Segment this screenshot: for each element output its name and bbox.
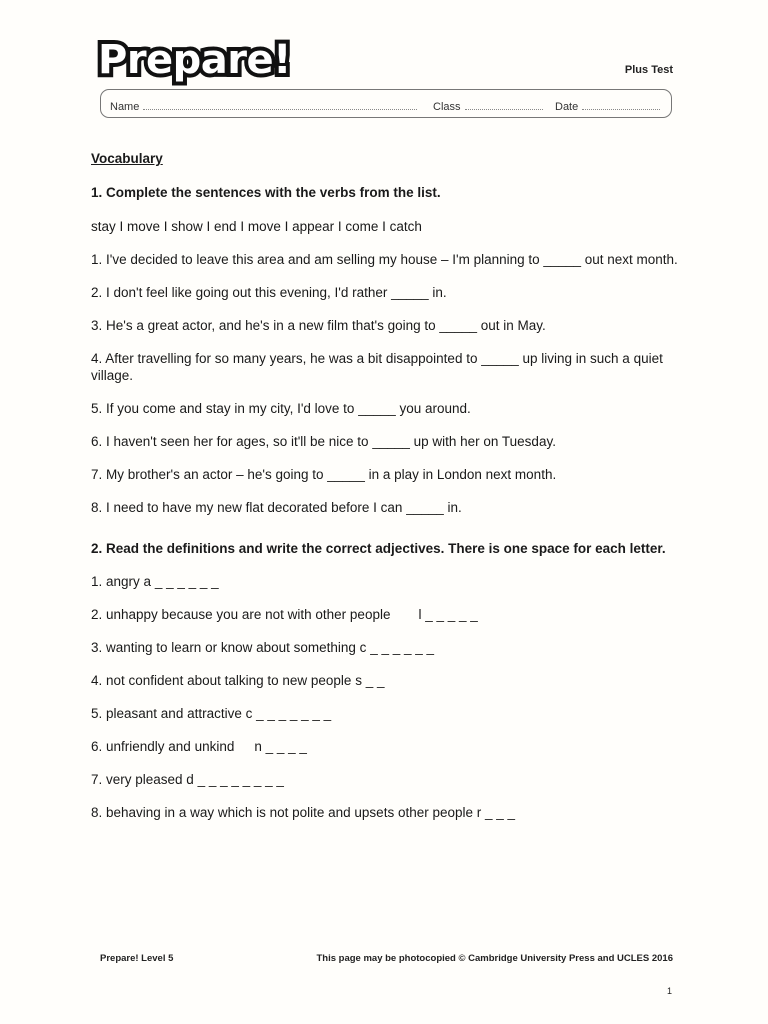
exercise-1-item: 6. I haven't seen her for ages, so it'll be nice to _____ up with her on Tuesday. xyxy=(91,434,556,449)
exercise-1 xyxy=(91,184,681,516)
exercise-2-item xyxy=(91,639,681,656)
answer-blank: _ _ _ _ _ _ _ xyxy=(256,706,332,721)
exercise-2-item xyxy=(91,771,681,788)
answer-blank: _ _ _ _ _ _ _ _ xyxy=(197,772,284,787)
exercise-1-item: 7. My brother's an actor – he's going to _____ in a play in London next month. xyxy=(91,467,557,482)
answer-blank: _ _ xyxy=(365,673,385,688)
item-definition: 8. behaving in a way which is not polite and upsets other people r xyxy=(91,805,482,820)
class-line xyxy=(465,99,543,110)
verb-word-list: stay I move I show I end I move I appear I come I catch xyxy=(91,219,422,234)
class-label: Class xyxy=(433,101,461,113)
name-field xyxy=(110,99,417,113)
exercise-1-item: 2. I don't feel like going out this evening, I'd rather _____ in. xyxy=(91,285,447,300)
item-definition: 6. unfriendly and unkind xyxy=(91,739,235,754)
item-definition: 1. angry a xyxy=(91,574,152,589)
exercise-2-item xyxy=(91,606,681,623)
worksheet-content xyxy=(91,150,681,837)
item-definition: 3. wanting to learn or know about something c xyxy=(91,640,367,655)
class-field xyxy=(433,99,543,113)
answer-blank: _ _ _ _ _ _ xyxy=(154,574,219,589)
exercise-2-heading: 2. Read the definitions and write the correct adjectives. There is one space for each letter. xyxy=(91,541,666,556)
exercise-1-item: 5. If you come and stay in my city, I'd love to _____ you around. xyxy=(91,401,471,416)
name-line xyxy=(143,99,417,110)
exercise-2-item xyxy=(91,705,681,722)
page-number: 1 xyxy=(666,986,672,996)
exercise-2-item xyxy=(91,738,681,755)
name-label: Name xyxy=(110,101,140,113)
exercise-1-item: 4. After travelling for so many years, he was a bit disappointed to _____ up living in such a quiet village. xyxy=(91,351,663,383)
footer-copyright: This page may be photocopied © Cambridge University Press and UCLES 2016 xyxy=(316,953,673,964)
answer-blank: _ _ _ _ _ _ xyxy=(370,640,434,655)
answer-blank: l _ _ _ _ _ xyxy=(418,607,478,622)
date-field xyxy=(555,99,660,113)
item-definition: 4. not confident about talking to new people s xyxy=(91,673,362,688)
date-label: Date xyxy=(555,101,579,113)
footer-level-label: Prepare! Level 5 xyxy=(100,953,174,964)
item-definition: 7. very pleased d xyxy=(91,772,194,787)
answer-blank: _ _ _ xyxy=(485,805,516,820)
answer-blank: n _ _ _ _ xyxy=(254,739,307,754)
exercise-2-item xyxy=(91,672,681,689)
exercise-1-item: 3. He's a great actor, and he's in a new film that's going to _____ out in May. xyxy=(91,318,546,333)
exercise-2 xyxy=(91,540,681,821)
exercise-1-item: 1. I've decided to leave this area and am selling my house – I'm planning to _____ out next month. xyxy=(91,252,678,267)
exercise-2-item xyxy=(91,804,681,821)
item-definition: 2. unhappy because you are not with other people xyxy=(91,607,391,622)
date-line xyxy=(582,99,660,110)
vocabulary-title: Vocabulary xyxy=(91,151,163,166)
test-type-label: Plus Test xyxy=(624,64,673,76)
prepare-logo: Prepare! xyxy=(98,37,291,83)
exercise-2-item xyxy=(91,573,681,590)
exercise-1-item: 8. I need to have my new flat decorated before I can _____ in. xyxy=(91,500,462,515)
item-definition: 5. pleasant and attractive c xyxy=(91,706,253,721)
exercise-1-heading: 1. Complete the sentences with the verbs from the list. xyxy=(91,185,441,200)
student-info-box xyxy=(100,89,672,118)
